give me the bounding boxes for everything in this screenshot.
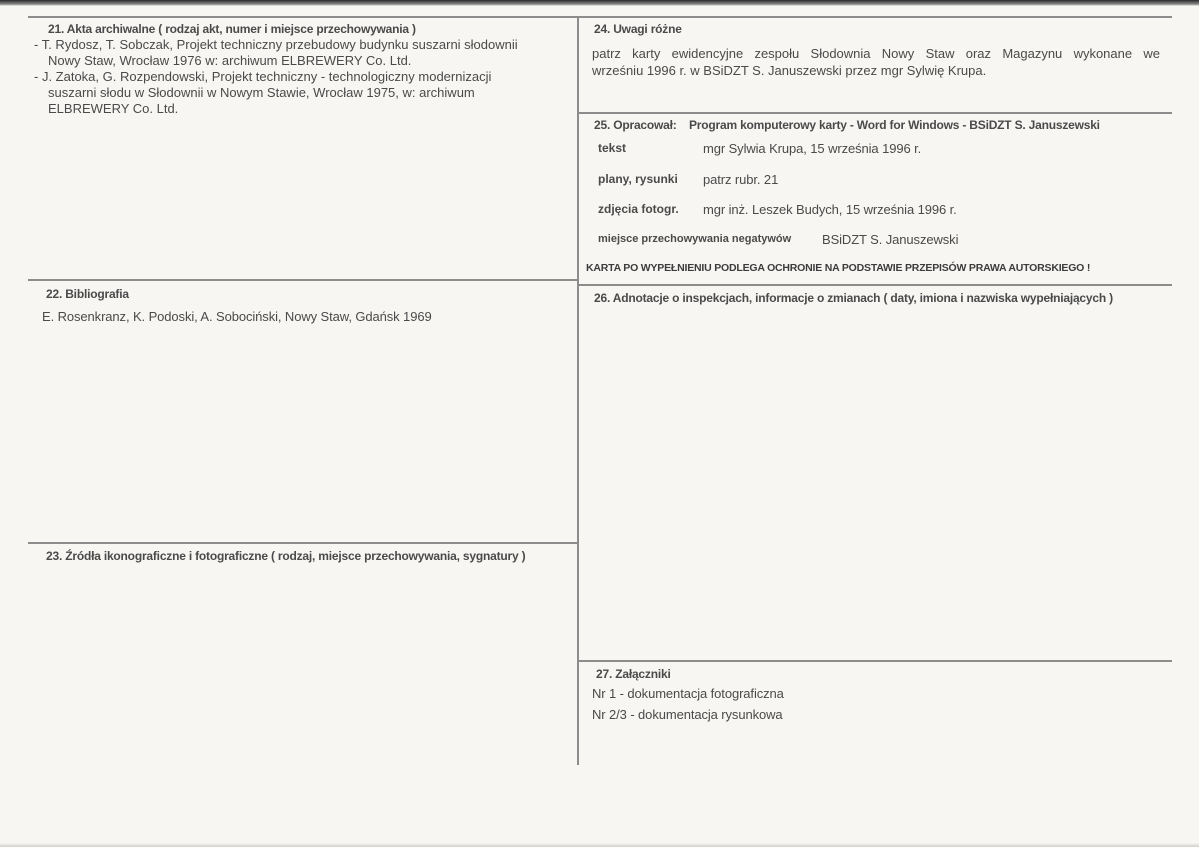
section-25-title: 25. Opracował: [594, 118, 677, 132]
rule-21-22 [28, 279, 578, 281]
section-21-line: ELBREWERY Co. Ltd. [48, 101, 179, 116]
rule-25-26 [578, 284, 1172, 286]
section-22-title: 22. Bibliografia [46, 287, 129, 301]
attachment-item: Nr 2/3 - dokumentacja rysunkowa [592, 707, 783, 722]
section-24-title: 24. Uwagi różne [594, 22, 682, 36]
section-23-title: 23. Źródła ikonograficzne i fotograficzne ( rodzaj, miejsce przechowywania, sygnatury ) [46, 549, 526, 563]
rule-22-23 [28, 542, 578, 544]
section-21-line: - J. Zatoka, G. Rozpendowski, Projekt techniczny - technologiczny modernizacji [34, 69, 492, 84]
section-21-line: suszarni słodu w Słodownii w Nowym Stawie, Wrocław 1975, w: archiwum [48, 85, 475, 100]
section-24-line-1: patrz karty ewidencyjne zespołu Słodownia Nowy Staw oraz Magazynu wykonane we [592, 46, 1160, 61]
section-21-line: - T. Rydosz, T. Sobczak, Projekt techniczny przebudowy budynku suszarni słodownii [34, 37, 518, 52]
label-zdjecia-fotogr: zdjęcia fotogr. [598, 202, 679, 216]
section-26-title: 26. Adnotacje o inspekcjach, informacje o zmianach ( daty, imiona i nazwiska wypełniających ) [594, 291, 1113, 305]
label-plany-rysunki: plany, rysunki [598, 172, 678, 186]
value-tekst: mgr Sylwia Krupa, 15 września 1996 r. [703, 141, 922, 156]
section-21-line: Nowy Staw, Wrocław 1976 w: archiwum ELBREWERY Co. Ltd. [48, 53, 412, 68]
section-22-text: E. Rosenkranz, K. Podoski, A. Sobociński, Nowy Staw, Gdańsk 1969 [42, 309, 432, 324]
center-divider [577, 16, 579, 765]
value-plany-rysunki: patrz rubr. 21 [703, 172, 779, 187]
top-rule [28, 16, 1172, 18]
label-miejsce-negatywow: miejsce przechowywania negatywów [598, 233, 792, 245]
scan-top-edge [0, 0, 1199, 6]
value-miejsce-negatywow: BSiDZT S. Januszewski [822, 232, 959, 247]
scan-bottom-edge [0, 843, 1199, 847]
section-21-title: 21. Akta archiwalne ( rodzaj akt, numer i miejsce przechowywania ) [48, 22, 416, 36]
value-zdjecia-fotogr: mgr inż. Leszek Budych, 15 września 1996 r. [703, 202, 957, 217]
rule-24-25 [578, 112, 1172, 114]
section-24-text [592, 45, 1160, 79]
section-21-content [34, 37, 518, 117]
label-tekst: tekst [598, 141, 627, 155]
rule-26-27 [578, 660, 1172, 662]
attachment-item: Nr 1 - dokumentacja fotograficzna [592, 686, 784, 701]
section-27-title: 27. Załączniki [596, 667, 671, 681]
section-24-line-2: wrześniu 1996 r. w BSiDZT S. Januszewski przez mgr Sylwię Krupa. [592, 63, 987, 78]
copyright-notice: KARTA PO WYPEŁNIENIU PODLEGA OCHRONIE NA PODSTAWIE PRZEPISÓW PRAWA AUTORSKIEGO ! [586, 262, 1091, 274]
section-25-program: Program komputerowy karty - Word for Windows - BSiDZT S. Januszewski [689, 118, 1100, 132]
